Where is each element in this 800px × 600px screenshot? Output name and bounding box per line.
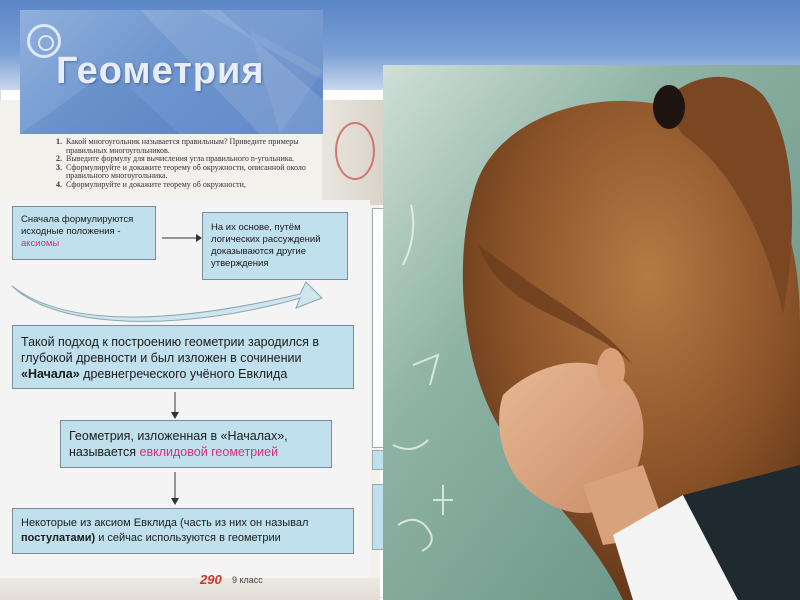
- list-item: 3. Сформулируйте и докажите теорему об окружности, описанной около правильного многоугольника.: [56, 162, 306, 181]
- flow-box-derivation: На их основе, путём логических рассуждений доказываются другие утверждения: [202, 212, 348, 280]
- flow-box-postulates: Некоторые из аксиом Евклида (часть из них он называл постулатами) и сейчас используются в геометрии: [12, 508, 354, 554]
- list-item: 2. Выведите формулу для вычисления угла правильного n-угольника.: [56, 154, 295, 164]
- book-cover: [20, 10, 323, 134]
- flow-box-origin: Такой подход к построению геометрии зародился в глубокой древности и был изложен в сочинении «Начала» древнегреческого учёного Евклида: [12, 325, 354, 389]
- list-item: 1. Какой многоугольник называется правильным? Приведите примеры правильных многоугольников.: [56, 137, 299, 155]
- page-footer: [0, 578, 380, 600]
- page-grade: 9 класс: [232, 575, 263, 585]
- list-item: 4. Сформулируйте и докажите теорему об окружности,: [56, 179, 246, 189]
- flow-box-euclidean: Геометрия, изложенная в «Началах», называется евклидовой геометрией: [60, 420, 332, 468]
- postulates-term: постулатами): [21, 532, 96, 544]
- page-figure-circle: [335, 122, 375, 180]
- page-number: 290: [200, 572, 222, 587]
- student-photo: [383, 65, 800, 600]
- euclidean-term: евклидовой геометрией: [139, 445, 279, 459]
- book-title: Геометрия: [56, 50, 265, 92]
- axioms-term: аксиомы: [21, 238, 60, 249]
- flow-box-axioms: Сначала формулируются исходные положения - аксиомы: [12, 206, 156, 260]
- elements-title: «Начала»: [21, 367, 80, 381]
- review-questions: [56, 138, 318, 190]
